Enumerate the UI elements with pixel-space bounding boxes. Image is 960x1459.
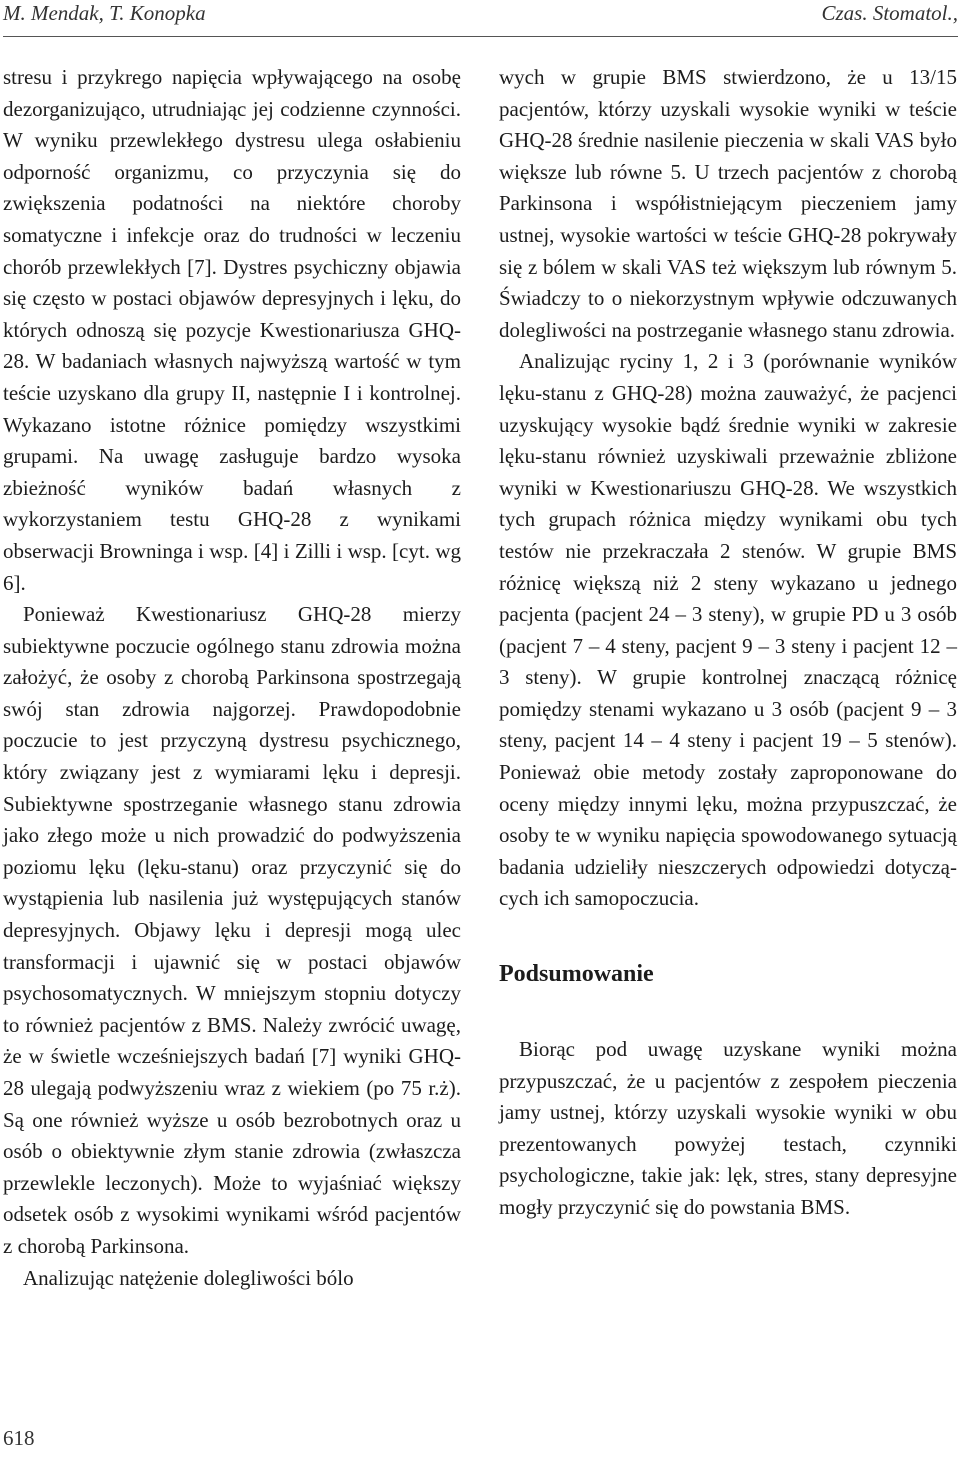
section-heading: Podsumowanie	[499, 961, 654, 988]
body-paragraph: Analizując ryciny 1, 2 i 3 (porównanie wyników lęku-stanu z GHQ-28) można zauważyć, że pacjenci uzyskujący wysokie bądź średnie wyniki w zakresie lęku-stanu również uzyskiwali przeważnie zbliżone wyniki w Kwestionariuszu GHQ-28. We wszystkich tych grupach różnica między wynikami obu tych testów nie przekraczała 2 stenów. W grupie BMS różnicę większą niż 2 steny wykazano u jednego pacjenta (pacjent 24 – 3 steny), w grupie PD u 3 osób (pacjent 7 – 4 steny, pacjent 9 – 3 steny i pacjent 12 – 3 steny). W grupie kontrolnej znaczącą różnicę pomiędzy stenami wykazano u 3 osób (pacjent 9 – 3 steny, pacjent 14 – 4 steny i pacjent 19 – 5 stenów). Ponieważ obie metody zostały zaproponowane do oceny między innymi lęku, można przypuszczać, że osoby te w wyniku napięcia spowodowanego sytuacją badania udzieliły nieszczerych odpowiedzi dotyczących ich samopoczucia.	[499, 349, 957, 911]
body-paragraph: Analizując natężenie dolegliwości bólo	[23, 1265, 354, 1290]
header-divider	[3, 36, 958, 37]
body-paragraph: Ponieważ Kwestionariusz GHQ-28 mierzy subiektywne poczucie ogólnego stanu zdrowia można założyć, że osoby z chorobą Parkinsona spostrzegają swój stan zdrowia najgorzej. Prawdopodobnie poczucie to jest przyczyną dystresu psychicznego, który związany jest z wymiarami lęku i depresji. Subiektywne spostrzeganie własnego stanu zdrowia jako złego może u nich prowadzić do podwyższenia poziomu lęku (lęku-stanu) oraz przyczynić się do wystąpienia lub nasilenia już występujących stanów depresyjnych. Objawy lęku i depresji mogą ulec transformacji i ujawnić się w postaci objawów psychosomatycznych. W mniejszym stopniu dotyczy to również pacjentów z BMS. Należy zwrócić uwagę, że w świetle wcześniejszych badań [7] wyniki GHQ-28 ulegają podwyższeniu wraz z wiekiem (po 75 r.ż). Są one również wyższe u osób bezrobotnych oraz u osób o obiektywnie złym stanie zdrowia (zwłaszcza przewlekle leczonych). Może to wyjaśniać większy odsetek osób z wysokimi wynikami wśród pacjentów z chorobą Parkinsona.	[3, 602, 461, 1258]
body-paragraph: stresu i przykrego napięcia wpływającego na osobę dezorganizująco, utrudniając jej codzienne czynności. W wyniku przewlekłego dystresu ulega osłabieniu odporność organizmu, co przyczynia się do zwiększenia podatności na niektóre choroby somatyczne i infekcje oraz do trudności w leczeniu chorób przewlekłych [7]. Dystres psychiczny objawia się często w postaci objawów depresyjnych i lęku, do których odnoszą się pozycje Kwestionariusza GHQ-28. W badaniach własnych najwyższą wartość w tym teście uzyskano dla grupy II, następnie I i kontrolnej. Wykazano istotne różnice pomiędzy wszystkimi grupami. Na uwagę zasługuje bardzo wysoka zbieżność wyników badań własnych z wykorzystaniem testu GHQ-28 z wynikami obserwacji Browninga i wsp. [4] i Zilli i wsp. [cyt. wg 6].	[3, 65, 461, 595]
header-journal: Czas. Stomatol.,	[821, 1, 958, 25]
summary-paragraph: Biorąc pod uwagę uzyskane wyniki można przypuszczać, że u pacjentów z zespołem pieczenia jamy ustnej, którzy uzyskali wysokie wyniki w obu prezentowanych powyżej testach, czynniki psychologiczne, takie jak: lęk, stres, stany depresyjne mogły przyczynić się do powstania BMS.	[499, 1037, 957, 1219]
header-authors: M. Mendak, T. Konopka	[3, 1, 206, 25]
left-column	[3, 62, 461, 1294]
running-header	[3, 0, 958, 34]
body-paragraph: wych w grupie BMS stwierdzono, że u 13/15 pacjentów, którzy uzyskali wysokie wyniki w teście GHQ-28 średnie nasilenie pieczenia w skali VAS było większe lub równe 5. U trzech pacjentów z chorobą Parkinsona i współistniejącym pieczeniem jamy ustnej, wysokie wartości w teście GHQ-28 pokrywały się z bólem w skali VAS też większym lub równym 5. Świadczy to o niekorzystnym wpływie odczuwanych dolegliwości na postrzeganie własnego stanu zdrowia.	[499, 65, 957, 342]
right-column	[499, 62, 957, 1224]
page-number: 618	[3, 1426, 35, 1450]
